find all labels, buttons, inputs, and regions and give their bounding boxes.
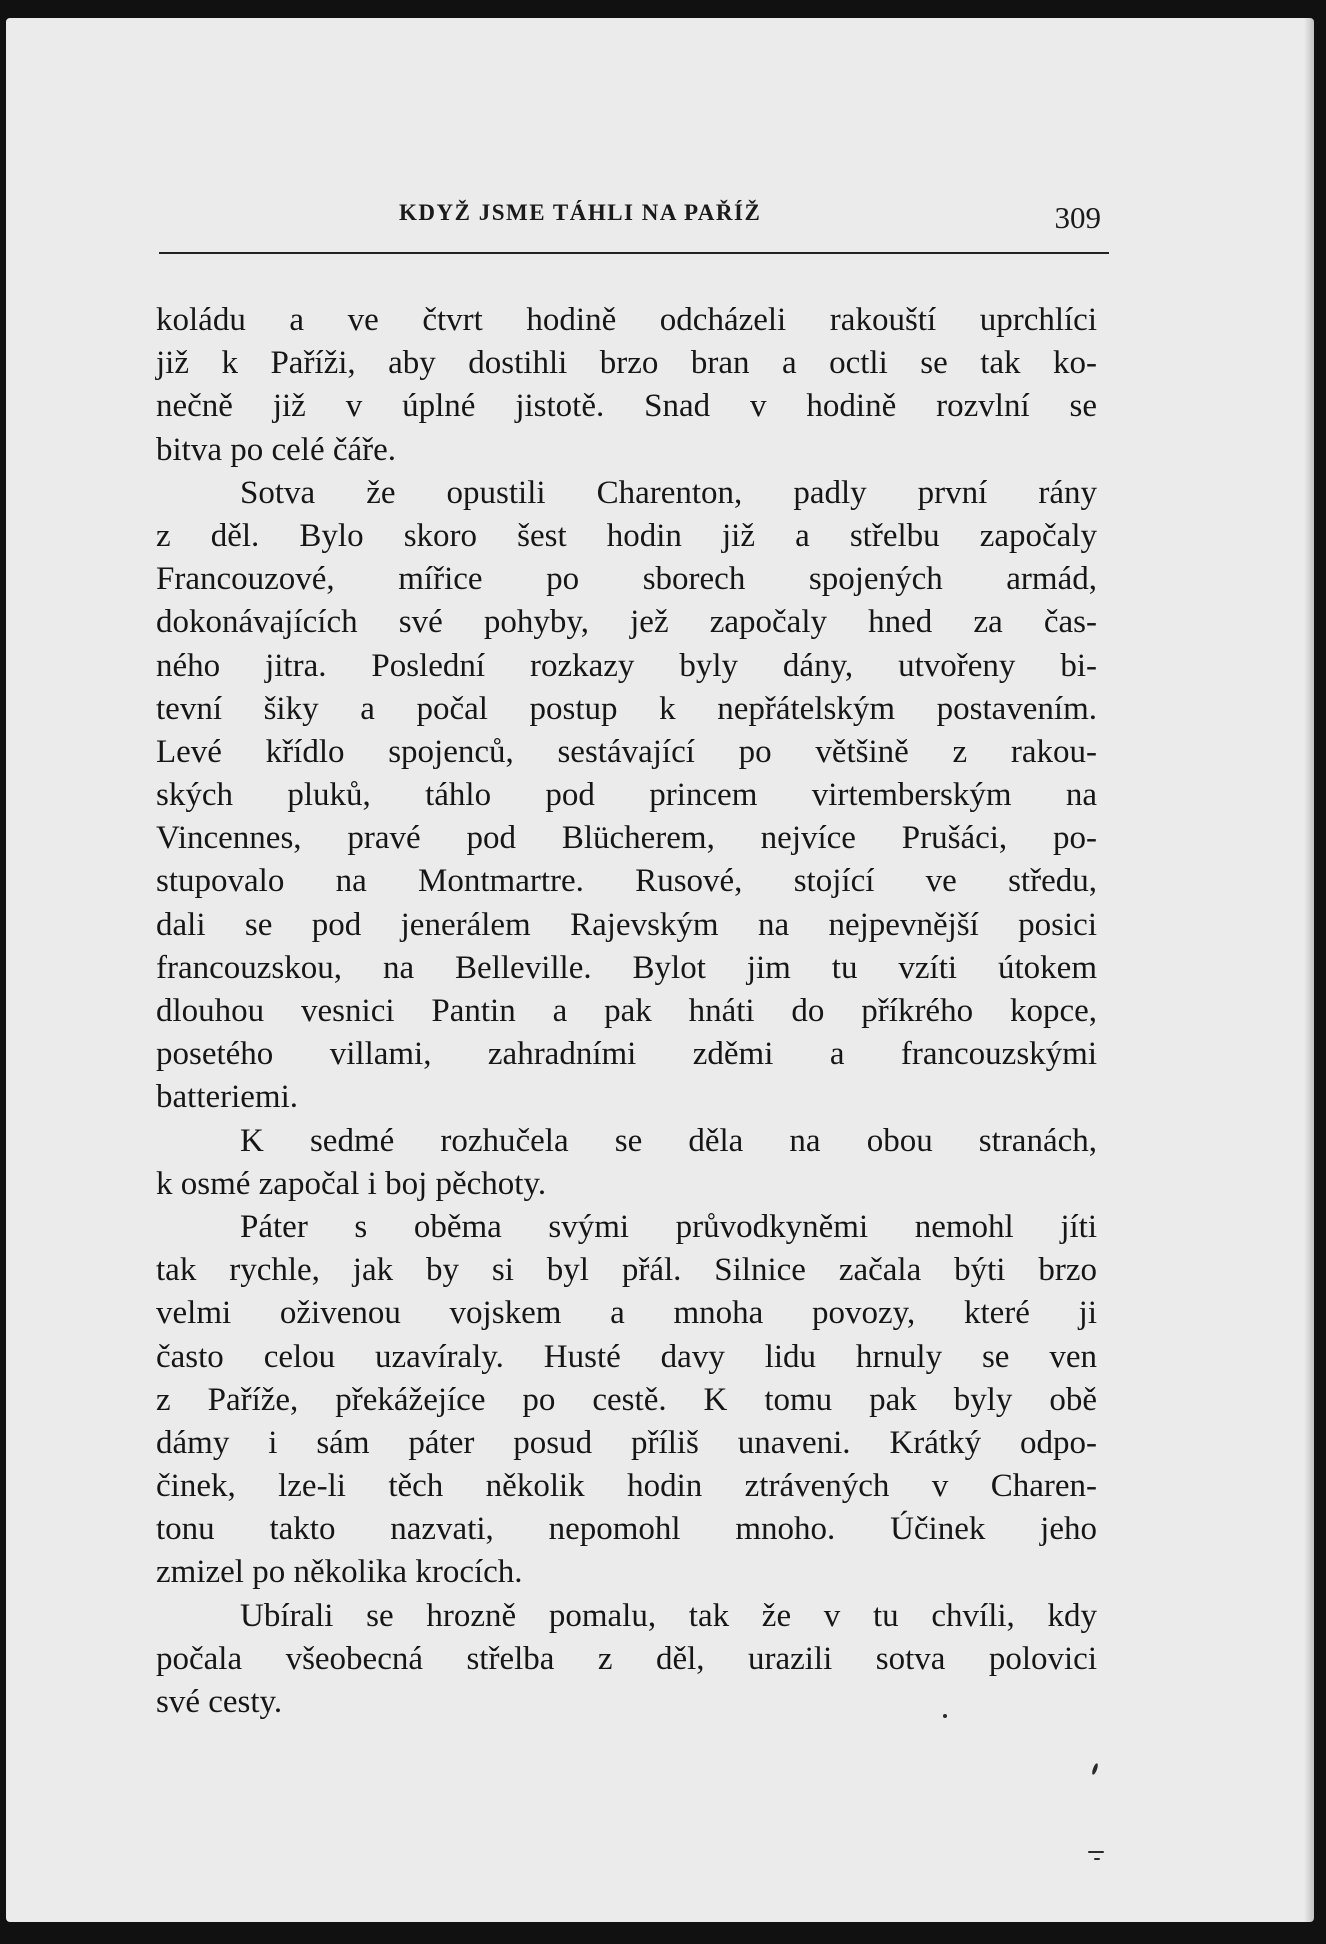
text-line: Sotva že opustili Charenton, padly první rány — [240, 474, 1097, 511]
text-line: z Paříže, překážejíce po cestě. K tomu pak byly obě — [156, 1381, 1097, 1418]
text-line: často celou uzavíraly. Husté davy lidu hrnuly se ven — [156, 1338, 1097, 1375]
text-line: koládu a ve čtvrt hodině odcházeli rakouští uprchlíci — [156, 302, 1097, 338]
paper-speck — [1091, 1763, 1099, 1776]
text-line: nečně již v úplné jistotě. Snad v hodině rozvlní se — [156, 388, 1097, 425]
text-line: k osmé započal i boj pěchoty. — [156, 1165, 547, 1202]
text-line: dlouhou vesnici Pantin a pak hnáti do příkrého kopce, — [156, 993, 1097, 1029]
text-line: posetého villami, zahradními zděmi a francouzskými — [156, 1036, 1097, 1073]
text-line: zmizel po několika krocích. — [156, 1554, 523, 1591]
text-line: Levé křídlo spojenců, sestávající po většině z rakou- — [156, 733, 1097, 770]
text-line: francouzskou, na Belleville. Bylot jim tu vzíti útokem — [156, 949, 1097, 986]
text-line: tak rychle, jak by si byl přál. Silnice začala býti brzo — [156, 1252, 1097, 1289]
page-number: 309 — [1054, 200, 1101, 235]
text-line: tevní šiky a počal postup k nepřátelským postavením. — [156, 690, 1097, 727]
text-line: dámy i sám páter posud příliš unaveni. Krátký odpo- — [156, 1424, 1097, 1461]
text-line: batteriemi. — [156, 1079, 299, 1116]
text-line: dokonávajících své pohyby, jež započaly hned za čas- — [156, 604, 1097, 641]
text-line: stupovalo na Montmartre. Rusové, stojící ve středu, — [156, 863, 1097, 900]
text-line: K sedmé rozhučela se děla na obou stranách, — [240, 1122, 1097, 1159]
text-line: Ubírali se hrozně pomalu, tak že v tu chvíli, kdy — [240, 1597, 1097, 1634]
text-line: Vincennes, pravé pod Blücherem, nejvíce Prušáci, po- — [156, 820, 1097, 857]
running-head: KDYŽ JSME TÁHLI NA PAŘÍŽ — [399, 200, 762, 225]
text-line: Francouzové, mířice po sborech spojených armád, — [156, 561, 1097, 598]
text-line: z děl. Bylo skoro šest hodin již a střelbu započaly — [156, 517, 1097, 554]
text-line: činek, lze-li těch několik hodin ztrávených v Charen- — [156, 1468, 1097, 1505]
text-line: počala všeobecná střelba z děl, urazili sotva polovici — [156, 1640, 1097, 1677]
text-line: již k Paříži, aby dostihli brzo bran a octli se tak ko- — [156, 345, 1097, 382]
paper-speck — [1094, 1858, 1100, 1860]
page-edge-shadow — [1304, 18, 1314, 1922]
page-header — [159, 196, 1109, 254]
paper-speck — [1088, 1851, 1104, 1853]
text-line: ného jitra. Poslední rozkazy byly dány, utvořeny bi- — [156, 647, 1097, 684]
text-line: dali se pod jenerálem Rajevským na nejpevnější posici — [156, 906, 1097, 943]
text-line: Páter s oběma svými průvodkyněmi nemohl jíti — [240, 1208, 1097, 1245]
paper-speck — [943, 1714, 947, 1718]
book-page — [6, 18, 1314, 1922]
text-line: tonu takto nazvati, nepomohl mnoho. Účinek jeho — [156, 1511, 1097, 1548]
body-text — [156, 299, 1097, 1724]
text-line: bitva po celé čáře. — [156, 431, 397, 468]
text-line: velmi oživenou vojskem a mnoha povozy, které ji — [156, 1295, 1097, 1332]
text-line: své cesty. — [156, 1684, 283, 1720]
text-line: ských pluků, táhlo pod princem virtemberským na — [156, 777, 1097, 814]
